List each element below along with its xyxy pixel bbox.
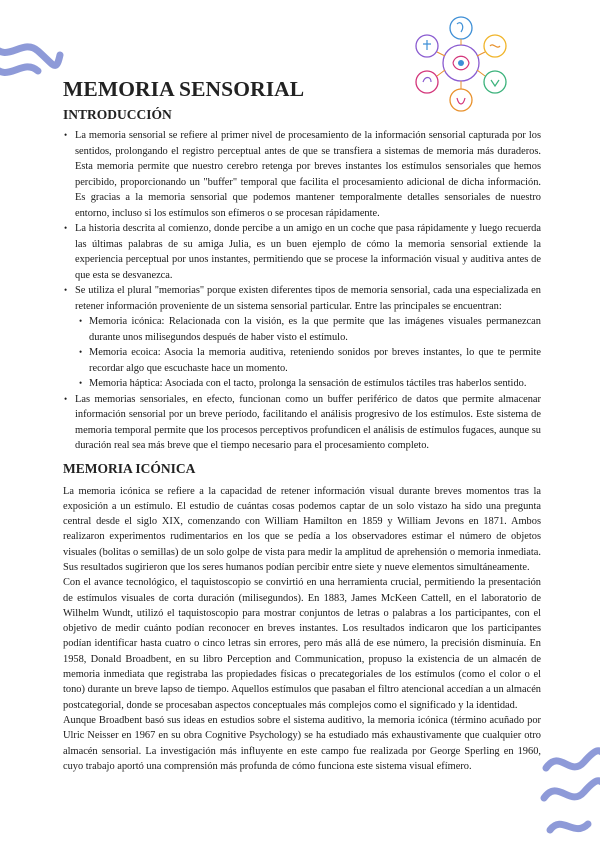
list-item — [75, 283, 541, 392]
list-item-text: Se utiliza el plural "memorias" porque existen diferentes tipos de memoria sensorial, cada una especializada en retener información proveniente de un sistema sensorial particular. Entre las principales se encuentran: — [75, 285, 541, 312]
decorative-wave-top-left — [0, 25, 66, 87]
list-item: • La historia descrita al comienzo, donde percibe a un amigo en un coche que pasa rápidamente y luego recuerda las últimas palabras de su amiga Julia, es un buen ejemplo de cómo la memoria sensorial extiende la experiencia perceptual por unos instantes, permitiendo que se procese la información visual y auditiva antes de que esta se desvanezca. — [75, 221, 541, 283]
document-content — [63, 76, 541, 774]
paragraph: La memoria icónica se refiere a la capacidad de retener información visual durante breves momentos tras la exposición a un estímulo. El estudio de cuántas cosas podemos captar de un solo vistazo ha sido una pregunta central desde el siglo XIX, comenzando con William Hamilton en 1859 y William Jevons en 1871. Ambos realizaron experimentos rudimentarios en los que se pedía a los observadores estimar el número de objetos visuales (bolitas o semillas) de un solo golpe de vista para medir la amplitud de aprehensión o memoria inmediata. Sus resultados sugirieron que los seres humanos podían percibir entre siete y nueve elementos simultáneamente. — [63, 485, 541, 573]
sub-list-item: • Memoria icónica: Relacionada con la visión, es la que permite que las imágenes visuales permanezcan durante unos milisegundos después de haber visto el estímulo. — [89, 314, 541, 345]
sub-list-item: • Memoria háptica: Asociada con el tacto, prolonga la sensación de estímulos táctiles tras haberlos sentido. — [89, 376, 541, 392]
section-heading-memoria-iconica: MEMORIA ICÓNICA — [63, 460, 196, 476]
list-item: • Las memorias sensoriales, en efecto, funcionan como un buffer periférico de datos que permite almacenar información sensorial por un breve período, facilitando el análisis progresivo de los estímulos. Este sistema de memoria temporal permite que los procesos perceptivos profundicen el análisis de estímulos fugaces, aunque su duración real sea más breve que el tiempo necesario para el procesamiento completo. — [75, 392, 541, 454]
page-title: MEMORIA SENSORIAL — [63, 77, 305, 101]
memory-types-sublist — [75, 314, 541, 392]
section-heading-introduccion: INTRODUCCIÓN — [63, 107, 172, 122]
paragraph: Aunque Broadbent basó sus ideas en estudios sobre el sistema auditivo, la memoria icónica (término acuñado por Ulric Neisser en 1967 en su obra Cognitive Psychology) se ha estudiado más exhaustivamente que cualquier otro almacén sensorial. La investigación más influyente en este campo fue realizada por George Sperling en 1960, cuyo trabajo aportó una comprensión más profunda de cómo funciona este sistema visual efímero. — [63, 714, 541, 772]
sub-list-item: • Memoria ecoica: Asocia la memoria auditiva, reteniendo sonidos por breves instantes, lo que te permite recordar algo que escuchaste hace un momento. — [89, 345, 541, 376]
paragraph: Con el avance tecnológico, el taquistoscopio se convirtió en una herramienta crucial, permitiendo la presentación de estímulos visuales de corta duración (milisegundos). En 1883, James McKeen Cattell, en el laboratorio de Wilhelm Wundt, utilizó el taquistoscopio para mostrar conjuntos de letras o palabras a los participantes, con el objetivo de medir cuánto podían reconocer en breves instantes. Los resultados indicaron que los participantes podían identificar hasta cuatro o cinco letras sin errores, pero más allá de ese número, la precisión disminuía. En 1958, Donald Broadbent, en su libro Perception and Communication, propuso la existencia de un almacén de memoria inmediata que registraba las propiedades físicas o precategoriales de los estímulos (como el color o el tono) durante un breve lapso de tiempo. Aquellos estímulos que pasaban el filtro atencional accedían a un almacén postcategorial, donde se procesaban aspectos conceptuales más complejos como el significado y la identidad. — [63, 577, 541, 711]
intro-bullet-list — [63, 128, 541, 454]
decorative-wave-bottom-right — [540, 738, 600, 848]
list-item: • La memoria sensorial se refiere al primer nivel de procesamiento de la información sensorial capturada por los sentidos, prolongando el registro perceptual antes de que se transfiera a sistemas de memoria más duraderos. Esta memoria permite que nuestro cerebro retenga por breves instantes los estímulos sensoriales que hemos percibido, proporcionando un "buffer" temporal que facilita el procesamiento adicional de dicha información. Es gracias a la memoria sensorial que podemos mantener temporalmente detalles sensoriales de nuestro entorno, incluso si los estímulos son efímeros o se procesan rápidamente. — [75, 128, 541, 221]
